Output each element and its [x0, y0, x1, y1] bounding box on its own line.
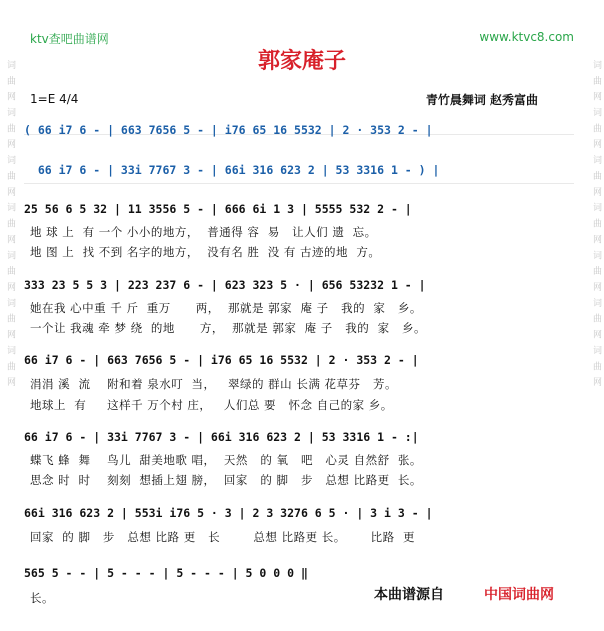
intro-notes-line-2: 66 i7 6 - | 33i 7767 3 - | 66i 316 623 2 | 53 3316 1 - ) | — [24, 163, 440, 177]
lyrics-line-6: 长。 — [30, 591, 54, 605]
song-credits: 青竹晨舞词 赵秀富曲 — [425, 93, 538, 107]
key-time-signature: 1=E 4/4 — [30, 92, 79, 106]
left-watermark: 词 曲 网 词 曲 网 词 曲 网 词 曲 网 词 曲 网 词 曲 网 词 曲 网 — [5, 60, 15, 389]
notes-line-2: 333 23 5 5 3 | 223 237 6 - | 623 323 5 · | 656 53232 1 - | — [24, 278, 426, 292]
site-url-right: www.ktvc8.com — [479, 30, 574, 44]
lyrics-line-3b: 地球上 有 这样千 万个村 庄， 人们总 要 怀念 自己的家 乡。 — [30, 398, 393, 412]
lyrics-line-3a: 涓涓 溪 流 附和着 泉水叮 当， 翠绿的 群山 长满 花草芬 芳。 — [30, 377, 397, 391]
intro-notes-line-1: ( 66 i7 6 - | 663 7656 5 - | i76 65 16 5532 | 2 · 353 2 - | — [24, 123, 433, 137]
notes-line-1: 25 56 6 5 32 | 11 3556 5 - | 666 6i 1 3 | 5555 532 2 - | — [24, 202, 412, 216]
notes-line-3: 66 i7 6 - | 663 7656 5 - | i76 65 16 5532 | 2 · 353 2 - | — [24, 353, 419, 367]
right-watermark: 词 曲 网 词 曲 网 词 曲 网 词 曲 网 词 曲 网 词 曲 网 词 曲 网 — [591, 60, 601, 389]
notes-line-6: 565 5 - - | 5 - - - | 5 - - - | 5 0 0 0 ‖ — [24, 566, 308, 580]
site-name-left: ktv查吧曲谱网 — [30, 32, 109, 46]
song-title: 郭家庵子 — [257, 48, 346, 74]
source-site: 中国词曲网 — [484, 587, 554, 603]
lyrics-line-2a: 她在我 心中重 千 斤 重万 两， 那就是 郭家 庵 子 我的 家 乡。 — [30, 301, 422, 315]
lyrics-line-2b: 一个让 我魂 牵 梦 绕 的地 方， 那就是 郭家 庵 子 我的 家 乡。 — [30, 321, 427, 335]
lyrics-line-5: 回家 的 脚 步 总想 比路 更 长 总想 比路更 长。 比路 更 — [30, 530, 415, 544]
source-label: 本曲谱源自 — [374, 587, 444, 603]
lyrics-line-4a: 蝶飞 蜂 舞 鸟儿 甜美地歌 唱， 天然 的 氧 吧 心灵 自然舒 张。 — [30, 453, 422, 467]
lyrics-line-4b: 思念 时 时 刻刻 想插上翅 膀， 回家 的 脚 步 总想 比路更 长。 — [30, 473, 422, 487]
lyrics-line-1a: 地 球 上 有 一个 小小的地方， 普通得 容 易 让人们 遗 忘。 — [30, 225, 377, 239]
notes-line-5: 66i 316 623 2 | 553i i76 5 · 3 | 2 3 3276 6 5 · | 3 i 3 - | — [24, 506, 433, 520]
notes-line-4: 66 i7 6 - | 33i 7767 3 - | 66i 316 623 2 | 53 3316 1 - :| — [24, 430, 419, 444]
lyrics-line-1b: 地 图 上 找 不到 名字的地方， 没有名 胜 没 有 古迹的地 方。 — [30, 245, 381, 259]
divider — [24, 183, 574, 184]
